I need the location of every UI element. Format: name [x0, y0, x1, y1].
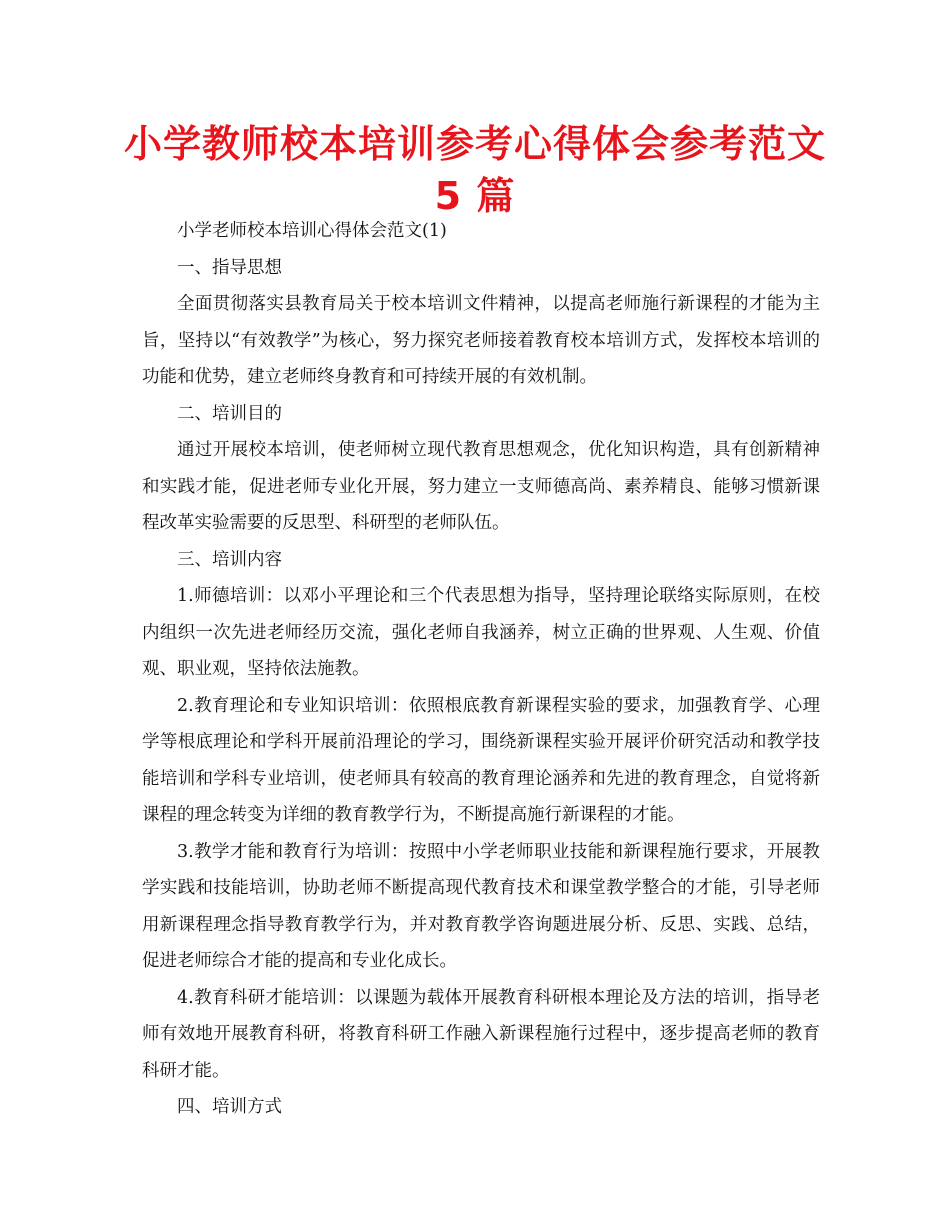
- paragraph: 4.教育科研才能培训：以课题为载体开展教育科研根本理论及方法的培训，指导老师有效地开展教育科研，将教育科研工作融入新课程施行过程中，逐步提高老师的教育科研才能。: [142, 987, 820, 1081]
- document-title: 小学教师校本培训参考心得体会参考范文 5 篇: [123, 122, 826, 218]
- paragraph: 全面贯彻落实县教育局关于校本培训文件精神，以提高老师施行新课程的才能为主旨，坚持以“有效教学”为核心，努力探究老师接着教育校本培训方式，发挥校本培训的功能和优势，建立老师终身教育和可持续开展的有效机制。: [142, 294, 820, 387]
- paragraph-subtitle: 小学老师校本培训心得体会范文(1): [177, 221, 447, 241]
- section-heading-training-methods: 四、培训方式: [177, 1097, 282, 1117]
- section-heading-training-content: 三、培训内容: [177, 549, 282, 570]
- section-heading-training-purpose: 二、培训目的: [177, 403, 282, 424]
- section-heading-guiding-ideology: 一、指导思想: [177, 257, 282, 278]
- paragraph: 3.教学才能和教育行为培训：按照中小学老师职业技能和新课程施行要求，开展教学实践和技能培训，协助老师不断提高现代教育技术和课堂教学整合的才能，引导老师用新课程理念指导教育教学行为，并对教育教学咨询题进展分析、反思、实践、总结，促进老师综合才能的提高和专业化成长。: [142, 841, 820, 971]
- document-body: [142, 213, 820, 1126]
- paragraph: 通过开展校本培训，使老师树立现代教育思想观念，优化知识构造，具有创新精神和实践才能，促进老师专业化开展，努力建立一支师德高尚、素养精良、能够习惯新课程改革实验需要的反思型、科研型的老师队伍。: [142, 440, 820, 533]
- paragraph: 1.师德培训：以邓小平理论和三个代表思想为指导，坚持理论联络实际原则，在校内组织一次先进老师经历交流，强化老师自我涵养，树立正确的世界观、人生观、价值观、职业观，坚持依法施教。: [142, 586, 820, 679]
- paragraph: 2.教育理论和专业知识培训：依照根底教育新课程实验的要求，加强教育学、心理学等根底理论和学科开展前沿理论的学习，围绕新课程实验开展评价研究活动和教学技能培训和学科专业培训，使老师具有较高的教育理论涵养和先进的教育理念，自觉将新课程的理念转变为详细的教育教学行为，不断提高施行新课程的才能。: [142, 695, 820, 825]
